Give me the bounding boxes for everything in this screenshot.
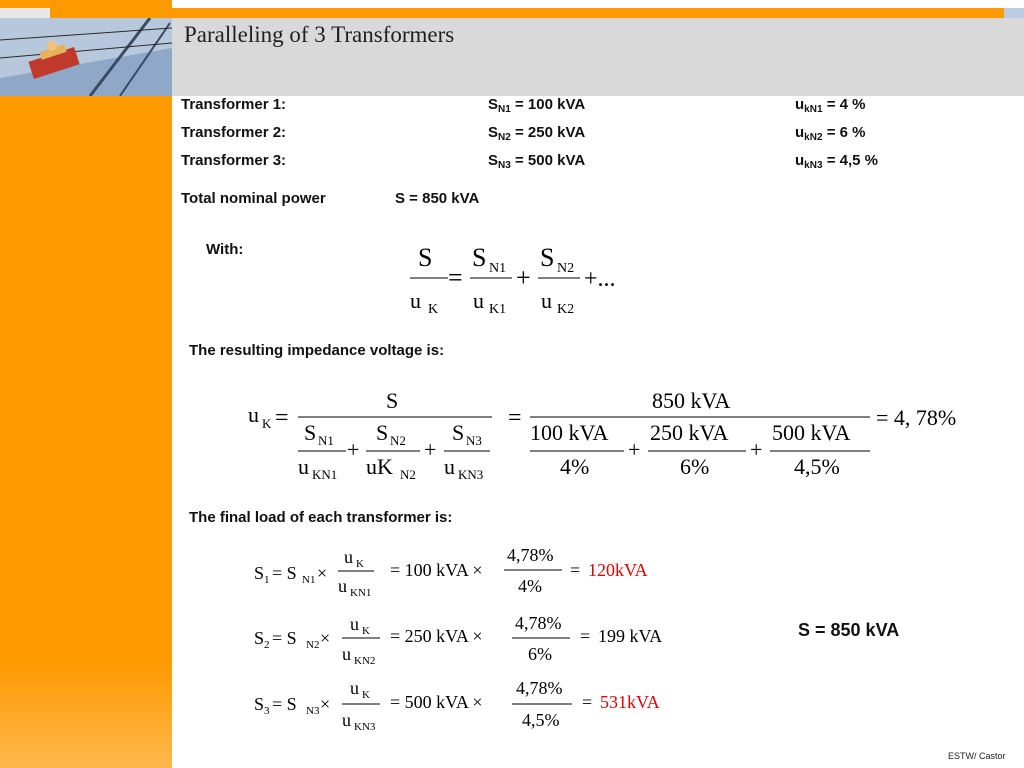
imp-num-s: S: [386, 388, 399, 413]
imp-d2-u: uK: [366, 454, 393, 479]
imp-d3-u: u: [444, 454, 455, 479]
load3-uk-sub: K: [362, 689, 370, 701]
load1-sn-sub: N1: [302, 574, 316, 586]
load1-sn: = S: [272, 563, 297, 583]
load1-result: 120kVA: [588, 560, 648, 580]
transformer-1-voltage: $u_{kN1} = 4$ %: [795, 96, 866, 115]
with-label: With:: [206, 241, 244, 258]
load3-uk: u: [350, 678, 359, 698]
imp-result: = 4, 78%: [876, 405, 957, 430]
equation-with: [400, 238, 640, 323]
load1-eq: =: [570, 560, 581, 580]
load1-s-sub: 1: [264, 574, 270, 586]
imp-plus-2: +: [424, 437, 437, 462]
total-power-label: Total nominal power: [181, 190, 326, 207]
transformer-2-power: $S_{N2} = 250$ kVA: [488, 124, 586, 143]
eq-with-sn1: S: [472, 243, 487, 272]
top-left-strip: [0, 8, 50, 18]
load3-eq: =: [582, 692, 593, 712]
imp-d1-u-sub: KN1: [312, 467, 338, 482]
imp-d1-s-sub: N1: [318, 433, 334, 448]
load2-uk: u: [350, 614, 359, 634]
eq-with-equals: =: [448, 263, 463, 292]
slide-footer: ESTW/ Castor: [948, 751, 1006, 761]
eq-with-plus: +: [516, 263, 531, 292]
load2-sn-sub: N2: [306, 639, 320, 651]
imp-d3-s: S: [452, 420, 465, 445]
imp-d1-s: S: [304, 420, 317, 445]
transformer-3-voltage: $u_{kN3} = 4,5$ %: [795, 152, 878, 171]
transformer-3-power: $S_{N3} = 500$ kVA: [488, 152, 586, 171]
slide-title: Paralleling of 3 Transformers: [184, 22, 455, 47]
eq-with-uk1: u: [473, 288, 484, 313]
load2-result: 199 kVA: [598, 626, 663, 646]
load2-mid: = 250 kVA ×: [390, 626, 483, 646]
imp-d3-s-sub: N3: [466, 433, 482, 448]
eq-with-sn2: S: [540, 243, 555, 272]
imp-n2: 250 kVA: [650, 420, 729, 445]
load1-fnum: 4,78%: [507, 545, 554, 565]
load2-s-sub: 2: [264, 639, 270, 651]
load3-times: ×: [320, 694, 331, 714]
load1-s: S: [254, 563, 265, 583]
load1-ukn-sub: KN1: [350, 587, 372, 599]
left-accent-bar: [0, 0, 172, 768]
transformer-2-voltage: $u_{kN2} = 6$ %: [795, 124, 866, 143]
imp-p3: 4,5%: [794, 454, 840, 479]
imp-d2-s-sub: N2: [390, 433, 406, 448]
load2-fnum: 4,78%: [515, 613, 562, 633]
eq-with-s: S: [418, 243, 433, 272]
load2-sn: = S: [272, 628, 297, 648]
transformer-3-label: Transformer 3:: [181, 152, 287, 169]
load-equation-1: [250, 545, 690, 607]
imp-lhs-equals: =: [275, 405, 289, 431]
transformer-1-label: Transformer 1:: [181, 96, 287, 113]
load-equation-2: [250, 610, 690, 672]
eq-with-tail: +...: [584, 266, 616, 292]
imp-plus-4: +: [750, 437, 763, 462]
load3-fden: 4,5%: [522, 710, 560, 730]
load2-ukn-sub: KN2: [354, 655, 376, 667]
load1-uk: u: [344, 547, 353, 567]
imp-lhs-sub: K: [262, 416, 272, 431]
total-power-summary: S = 850 kVA: [798, 620, 900, 640]
eq-with-sn1-sub: N1: [489, 261, 507, 276]
load2-fden: 6%: [528, 644, 552, 664]
header-photo: [0, 18, 172, 96]
load2-s: S: [254, 628, 265, 648]
load3-mid: = 500 kVA ×: [390, 692, 483, 712]
eq-with-sn2-sub: N2: [557, 261, 575, 276]
imp-p1: 4%: [560, 454, 590, 479]
load2-times: ×: [320, 628, 331, 648]
load3-sn: = S: [272, 694, 297, 714]
load1-fden: 4%: [518, 576, 542, 596]
imp-n1: 100 kVA: [530, 420, 609, 445]
total-power-value: S = 850 kVA: [395, 190, 480, 207]
impedance-label: The resulting impedance voltage is:: [189, 342, 445, 359]
load1-ukn: u: [338, 576, 347, 596]
load-equation-3: [250, 676, 690, 738]
top-accent-strip: [172, 8, 1004, 18]
imp-lhs-u: u: [248, 402, 259, 427]
eq-with-uk: u: [410, 288, 421, 313]
load2-uk-sub: K: [362, 625, 370, 637]
transformer-2-label: Transformer 2:: [181, 124, 287, 141]
imp-d1-u: u: [298, 454, 309, 479]
load1-mid: = 100 kVA ×: [390, 560, 483, 580]
imp-p2: 6%: [680, 454, 710, 479]
load2-ukn: u: [342, 644, 351, 664]
equation-impedance: [240, 385, 980, 485]
load1-uk-sub: K: [356, 558, 364, 570]
imp-d2-s: S: [376, 420, 389, 445]
load1-times: ×: [317, 563, 328, 583]
eq-with-uk2: u: [541, 288, 552, 313]
load3-fnum: 4,78%: [516, 678, 563, 698]
imp-mid-equals: =: [508, 405, 522, 431]
load3-result: 531kVA: [600, 692, 660, 712]
load2-eq: =: [580, 626, 591, 646]
imp-n3: 500 kVA: [772, 420, 851, 445]
load3-s: S: [254, 694, 265, 714]
imp-plus-3: +: [628, 437, 641, 462]
eq-with-uk2-sub: K2: [557, 302, 575, 317]
left-accent-bar-fade: [0, 660, 172, 768]
imp-plus-1: +: [347, 437, 360, 462]
final-load-label: The final load of each transformer is:: [189, 509, 453, 526]
eq-with-uk1-sub: K1: [489, 302, 507, 317]
load3-ukn-sub: KN3: [354, 721, 376, 733]
top-right-strip: [1004, 8, 1024, 18]
imp-d2-u-sub: N2: [400, 467, 416, 482]
eq-with-uk-sub: K: [428, 302, 439, 317]
imp-num-val: 850 kVA: [652, 388, 731, 413]
load3-sn-sub: N3: [306, 705, 320, 717]
load3-ukn: u: [342, 710, 351, 730]
imp-d3-u-sub: KN3: [458, 467, 484, 482]
transformer-1-power: $S_{N1} = 100$ kVA: [488, 96, 586, 115]
load3-s-sub: 3: [264, 705, 270, 717]
